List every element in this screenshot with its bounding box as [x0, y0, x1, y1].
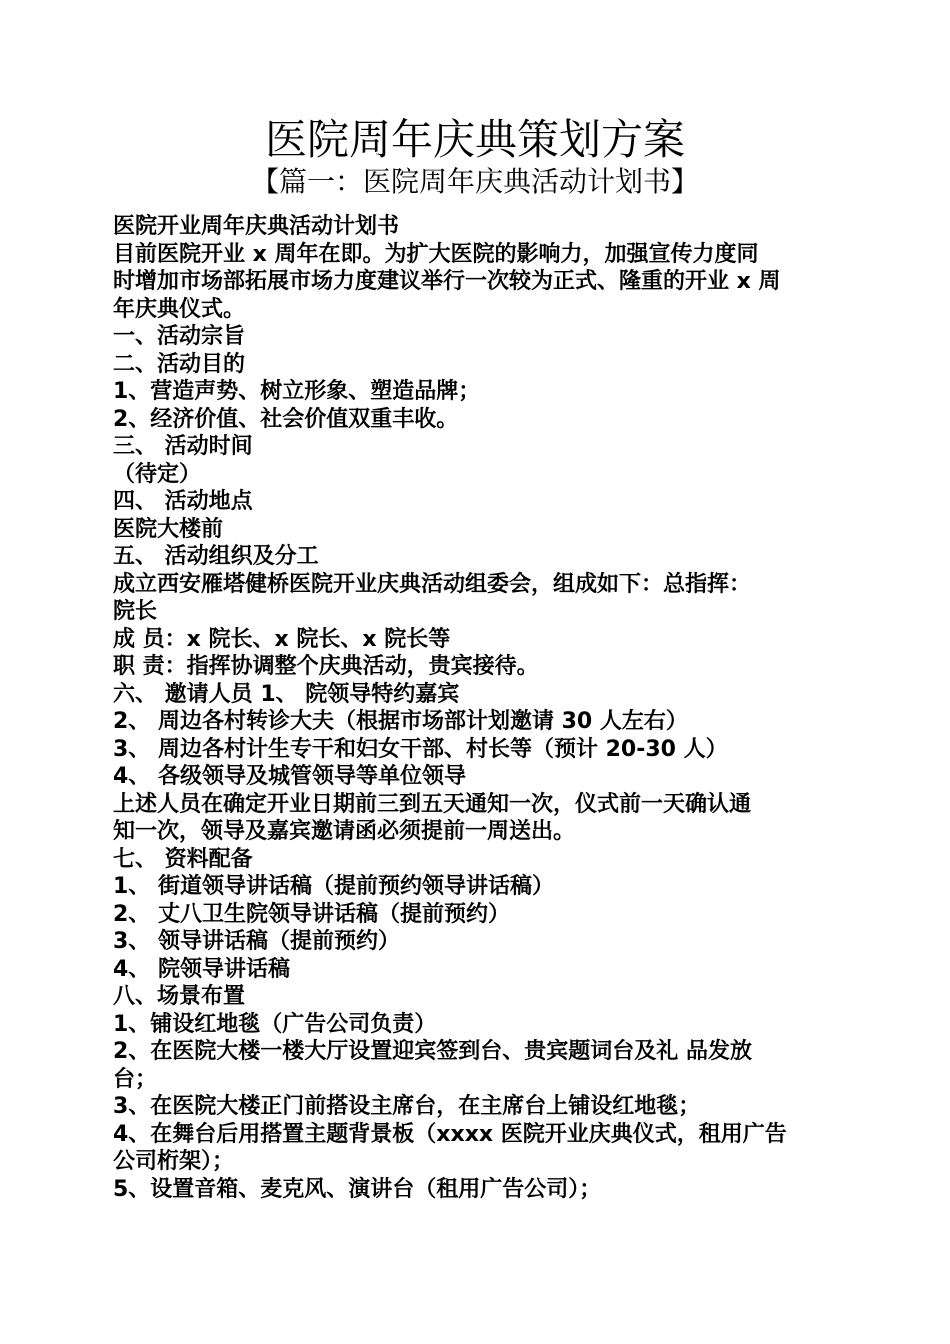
document-subtitle: 【篇一：医院周年庆典活动计划书】 [250, 165, 699, 198]
body-line: 2、 丈八卫生院领导讲话稿（提前预约） [113, 901, 510, 927]
section-heading: 四、 活动地点 [113, 489, 253, 514]
body-line: 年庆典仪式。 [113, 296, 246, 322]
body-line: 院长 [113, 599, 158, 624]
body-line: 1、 街道领导讲话稿（提前预约领导讲话稿） [113, 874, 554, 899]
body-line: 台； [113, 1066, 158, 1092]
section-heading: 一、活动宗旨 [113, 324, 246, 349]
body-line: 2、在医院大楼一楼大厅设置迎宾签到台、贵宾题词台及礼 品发放 [113, 1039, 752, 1064]
body-line: 上述人员在确定开业日期前三到五天通知一次，仪式前一天确认通 [113, 791, 752, 817]
body-line: 目前医院开业 x 周年在即。为扩大医院的影响力，加强宣传力度同 [113, 241, 759, 267]
body-line: 5、设置音箱、麦克风、演讲台（租用广告公司）； [113, 1176, 602, 1202]
section-heading: 三、 活动时间 [113, 434, 253, 459]
body-line: 职 责：指挥协调整个庆典活动，贵宾接待。 [113, 654, 539, 679]
body-line: 4、 各级领导及城管领导等单位领导 [113, 764, 466, 789]
section-heading: 七、 资料配备 [113, 846, 253, 872]
body-line: 成 员：x 院长、x 院长、x 院长等 [113, 626, 451, 652]
body-line: 医院开业周年庆典活动计划书 [113, 214, 400, 239]
section-heading: 六、 邀请人员 1、 院领导特约嘉宾 [113, 681, 460, 707]
body-line: 1、营造声势、树立形象、塑造品牌； [113, 379, 481, 404]
body-line: 4、在舞台后用搭置主题背景板（xxxx 医院开业庆典仪式，租用广告 [113, 1121, 787, 1147]
body-line: 公司桁架）； [113, 1149, 235, 1174]
body-line: （待定） [113, 461, 202, 487]
document-title: 医院周年庆典策划方案 [264, 115, 685, 164]
body-line: 3、在医院大楼正门前搭设主席台，在主席台上铺设红地毯； [113, 1094, 701, 1119]
section-heading: 五、 活动组织及分工 [113, 544, 319, 569]
document-body [113, 213, 838, 1203]
body-line: 知一次，领导及嘉宾邀请函必须提前一周送出。 [113, 819, 576, 844]
body-line: 成立西安雁塔健桥医院开业庆典活动组委会，组成如下：总指挥： [113, 571, 752, 597]
body-line: 2、 周边各村转诊大夫（根据市场部计划邀请 30 人左右） [113, 709, 688, 734]
body-line: 3、 领导讲话稿（提前预约） [113, 929, 400, 954]
body-line: 医院大楼前 [113, 516, 224, 542]
body-line: 3、 周边各村计生专干和妇女干部、村长等（预计 20-30 人） [113, 736, 728, 762]
section-heading: 二、活动目的 [113, 351, 246, 377]
body-line: 2、经济价值、社会价值双重丰收。 [113, 406, 459, 432]
body-line: 4、 院领导讲话稿 [113, 956, 290, 982]
body-line: 时增加市场部拓展市场力度建议举行一次较为正式、隆重的开业 x 周 [113, 269, 781, 294]
body-line: 1、铺设红地毯（广告公司负责） [113, 1011, 437, 1037]
section-heading: 八、场景布置 [113, 984, 246, 1009]
